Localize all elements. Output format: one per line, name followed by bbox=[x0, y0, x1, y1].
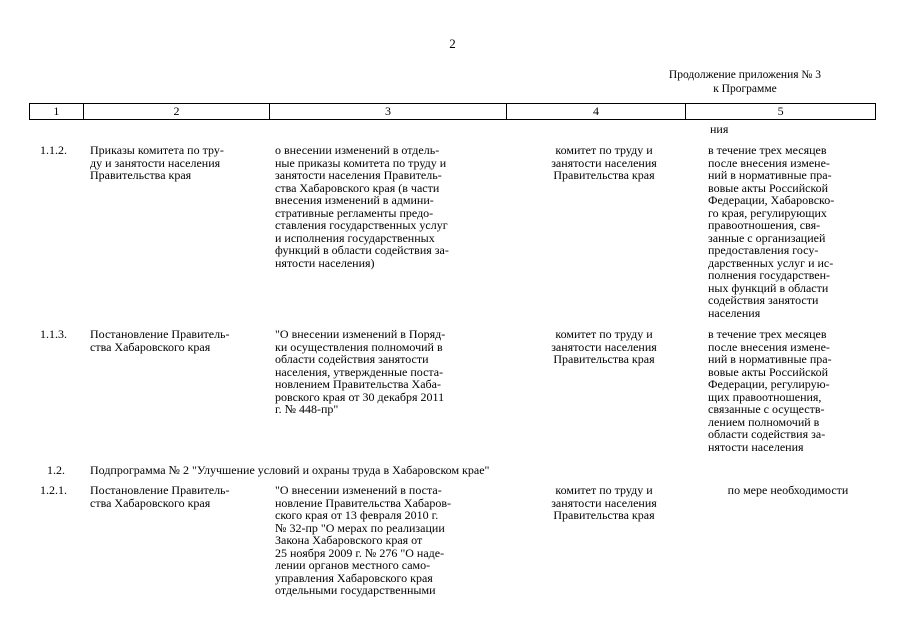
responsible-executor: комитет по труду и занятости населения Правительства края bbox=[551, 327, 657, 366]
header-col-3: 3 bbox=[270, 104, 506, 120]
column-number-header bbox=[29, 103, 876, 120]
row-number: 1.2.1. bbox=[40, 483, 67, 497]
subprogram-number: 1.2. bbox=[47, 463, 65, 477]
header-col-1: 1 bbox=[30, 104, 84, 120]
document-subject: "О внесении изменений в Поряд- ки осуществления полномочий в области содействия занятости населения, утвержденные поста- новлением Правительства Хаба- ровского края от 30 декабря 2011 г. № 448-пр" bbox=[275, 327, 446, 416]
page-number: 2 bbox=[449, 36, 456, 51]
responsible-executor: комитет по труду и занятости населения Правительства края bbox=[551, 143, 657, 182]
document-type: Постановление Правитель- ства Хабаровского края bbox=[90, 483, 230, 510]
document-subject: о внесении изменений в отдель- ные приказы комитета по труду и занятости населения Правитель- ства Хабаровского края (в части внесения изменений в админи- стративные регламенты предо- ставления государственных услуг и исполнения государственных функций в области содействия за- нятости населения) bbox=[275, 143, 449, 270]
appendix-note-line2: к Программе bbox=[713, 83, 777, 95]
deadline: в течение трех месяцев после внесения измене- ний в нормативные пра- вовые акты Российской Федерации, Хабаровско- го края, регулирующих правоотношения, свя- занные с организацией предоставления госу- дарственных услуг и ис- полнения государствен- ных функций в области содействия занятости населения bbox=[708, 143, 835, 320]
header-col-5: 5 bbox=[686, 104, 876, 120]
responsible-executor: комитет по труду и занятости населения Правительства края bbox=[551, 483, 657, 522]
appendix-note bbox=[669, 68, 821, 96]
row-number: 1.1.2. bbox=[40, 143, 67, 157]
document-type: Приказы комитета по тру- ду и занятости населения Правительства края bbox=[90, 143, 224, 182]
document-type: Постановление Правитель- ства Хабаровского края bbox=[90, 327, 230, 354]
row-number: 1.1.3. bbox=[40, 327, 67, 341]
header-col-2: 2 bbox=[83, 104, 270, 120]
deadline: по мере необходимости bbox=[727, 483, 849, 497]
appendix-note-line1: Продолжение приложения № 3 bbox=[668, 69, 821, 81]
deadline: в течение трех месяцев после внесения измене- ний в нормативные пра- вовые акты Российской Федерации, регулирую- щих правоотношения, связанные с осуществ- лением полномочий в области содействия за- нятости населения bbox=[708, 327, 832, 454]
continuation-text: ния bbox=[710, 122, 729, 136]
document-subject: "О внесении изменений в поста- новление Правительства Хабаров- ского края от 13 февраля 2010 г. № 32-пр "О мерах по реализации Закона Хабаровского края от 25 ноября 2009 г. № 276 "О наде- лении органов местного само- управления Хабаровского края отдельными государственными bbox=[275, 483, 452, 597]
header-col-4: 4 bbox=[506, 104, 686, 120]
subprogram-title: Подпрограмма № 2 "Улучшение условий и охраны труда в Хабаровском крае" bbox=[90, 463, 490, 477]
